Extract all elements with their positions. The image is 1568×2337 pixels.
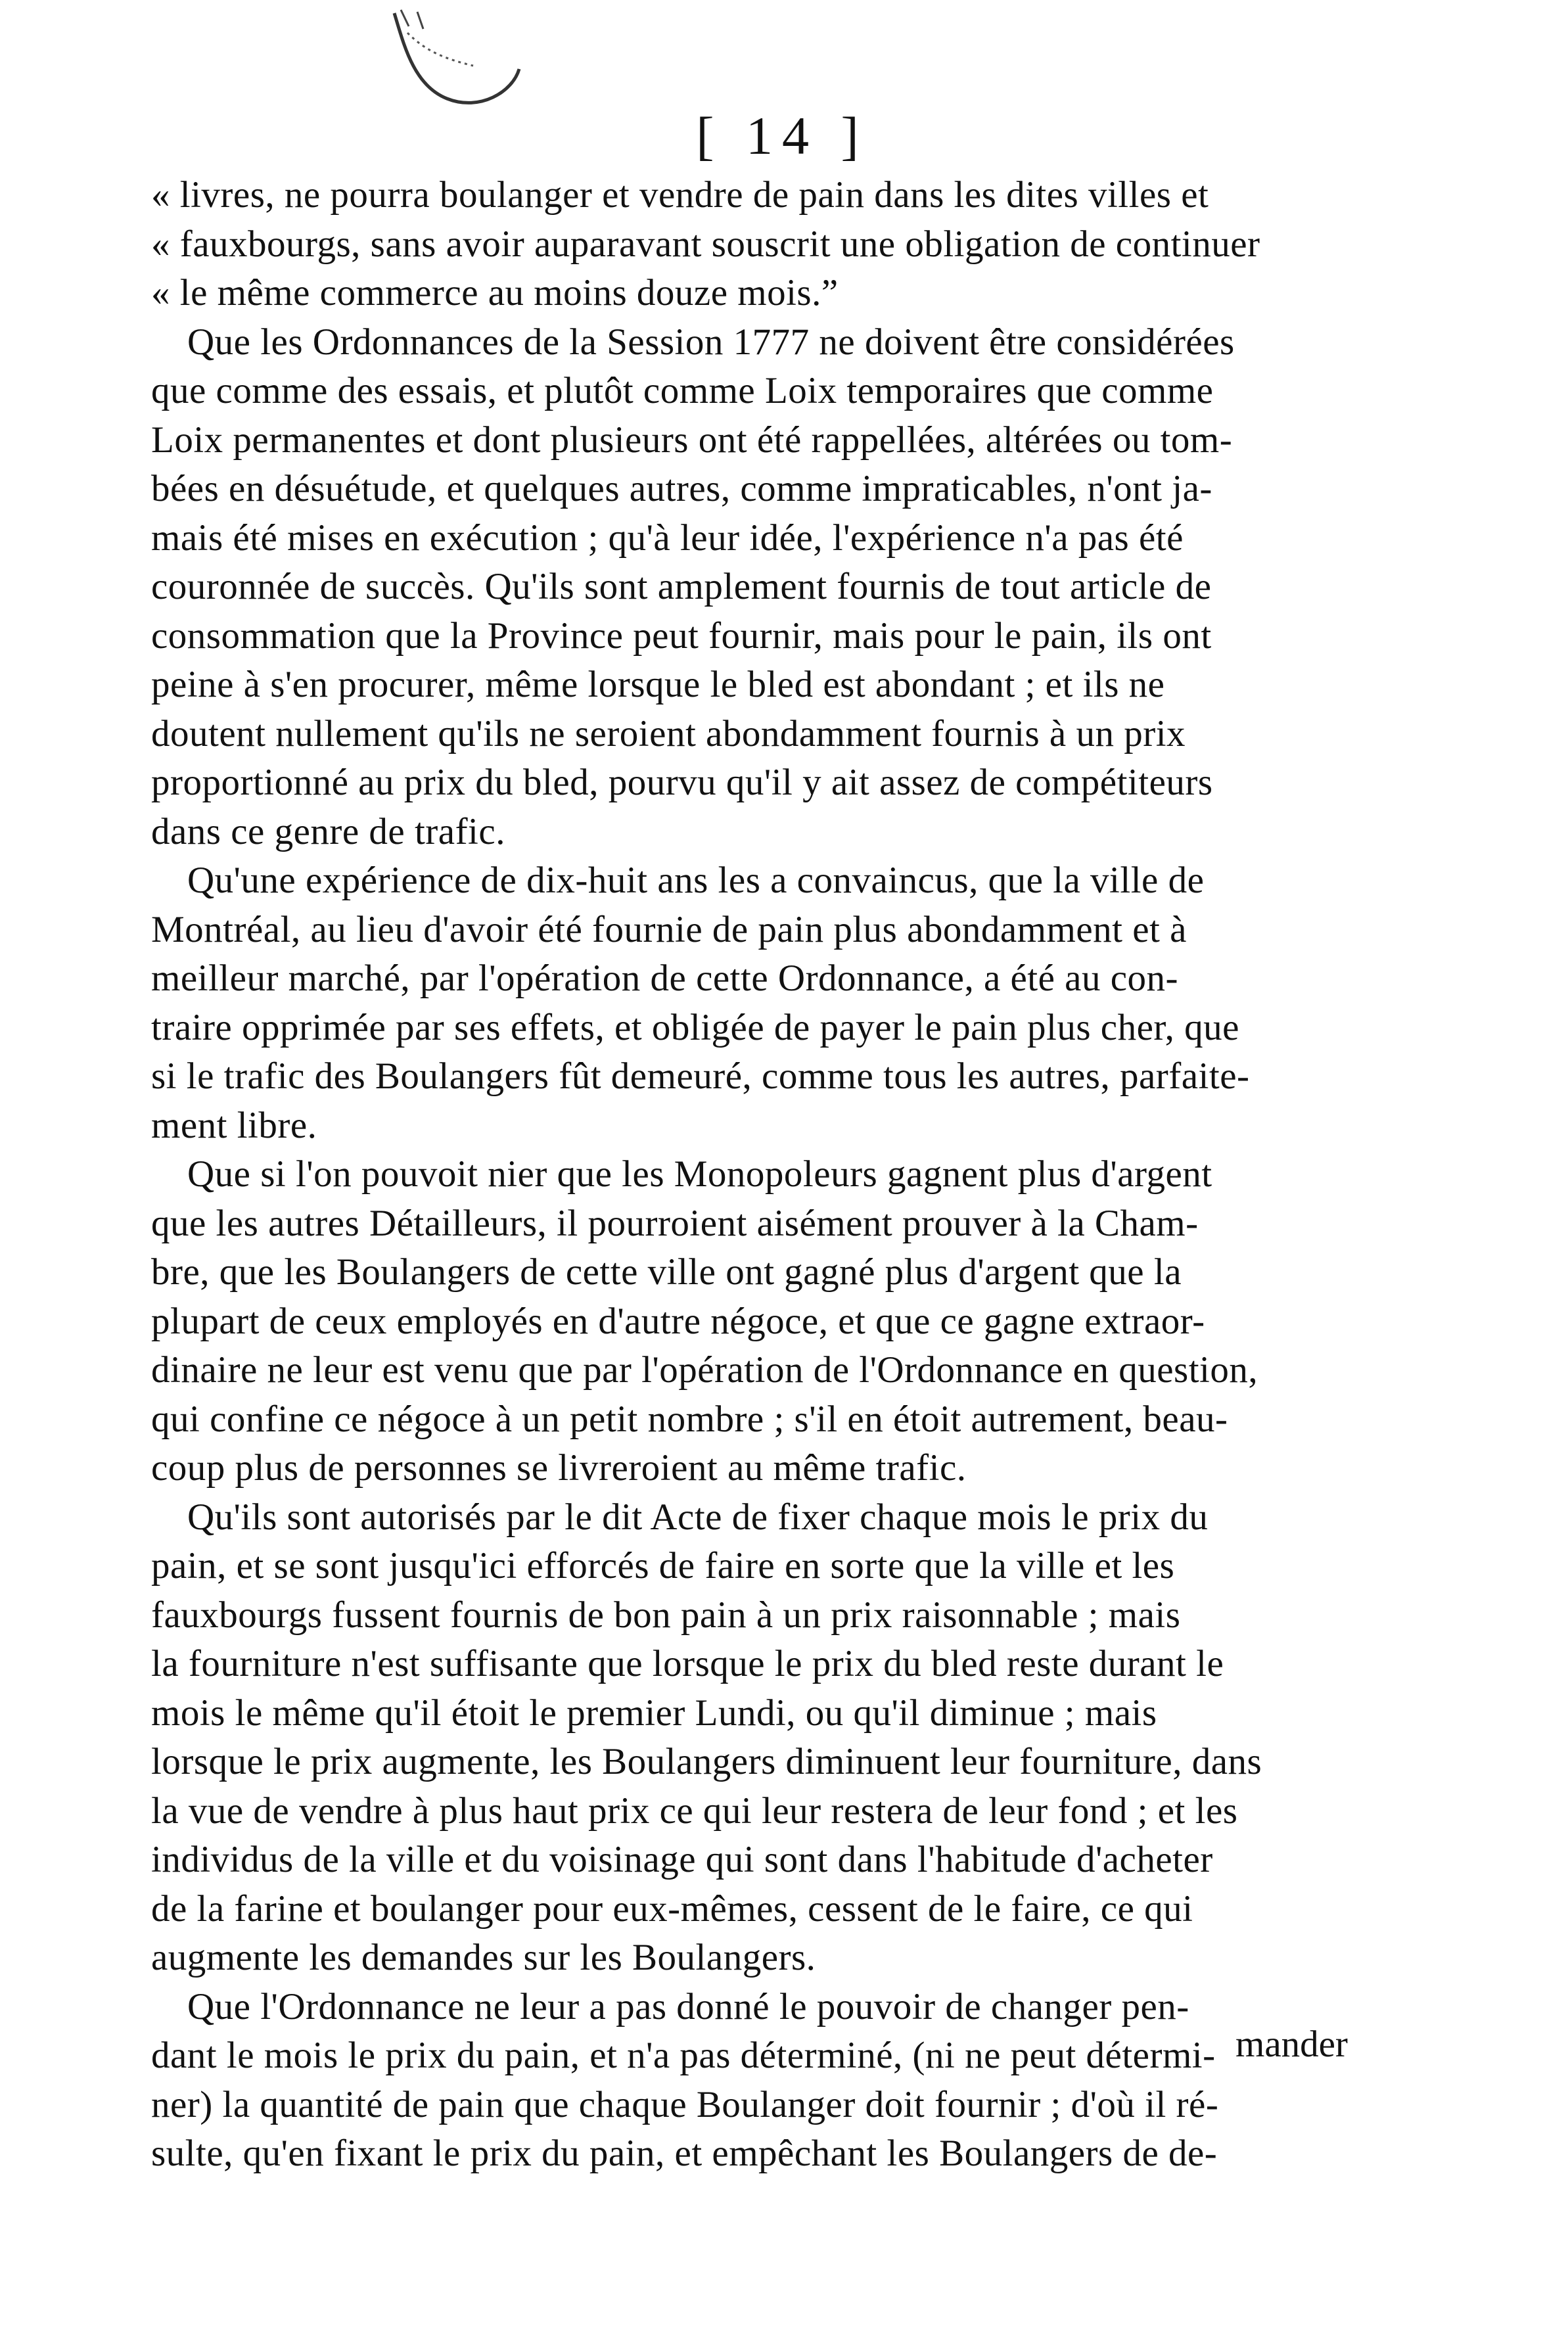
ink-smudge	[368, 7, 539, 118]
paragraph-first-line: Que les Ordonnances de la Session 1777 ne doivent être considérées	[187, 321, 1235, 363]
text-line: ner) la quantité de pain que chaque Boulanger doit fournir ; d'où il ré-	[151, 2083, 1219, 2125]
text-line: proportionné au prix du bled, pourvu qu'il y ait assez de compétiteurs	[151, 762, 1213, 803]
text-line: coup plus de personnes se livreroient au même trafic.	[151, 1447, 967, 1489]
text-line: « le même commerce au moins douze mois.”	[151, 272, 839, 313]
text-line: pain, et se sont jusqu'ici efforcés de faire en sorte que la ville et les	[151, 1545, 1175, 1586]
page-number: [ 14 ]	[696, 106, 868, 166]
text-line: bre, que les Boulangers de cette ville ont gagné plus d'argent que la	[151, 1251, 1182, 1293]
catchword: mander	[1235, 2024, 1348, 2065]
text-line: sulte, qu'en fixant le prix du pain, et empêchant les Boulangers de de-	[151, 2133, 1218, 2174]
text-line: mais été mises en exécution ; qu'à leur idée, l'expérience n'a pas été	[151, 517, 1184, 559]
text-line: bées en désuétude, et quelques autres, comme impraticables, n'ont ja-	[151, 468, 1212, 509]
text-line: traire opprimée par ses effets, et obligée de payer le pain plus cher, que	[151, 1006, 1239, 1048]
text-line: qui confine ce négoce à un petit nombre ; s'il en étoit autrement, beau-	[151, 1398, 1228, 1440]
text-line: peine à s'en procurer, même lorsque le bled est abondant ; et ils ne	[151, 664, 1165, 705]
text-line: meilleur marché, par l'opération de cette Ordonnance, a été au con-	[151, 958, 1179, 999]
text-line: couronnée de succès. Qu'ils sont amplement fournis de tout article de	[151, 566, 1212, 607]
text-line: que comme des essais, et plutôt comme Loix temporaires que comme	[151, 370, 1214, 411]
text-line: individus de la ville et du voisinage qui sont dans l'habitude d'acheter	[151, 1839, 1213, 1880]
text-line: fauxbourgs fussent fournis de bon pain à un prix raisonnable ; mais	[151, 1594, 1181, 1636]
body-text	[151, 171, 1413, 2179]
text-line: que les autres Détailleurs, il pourroient aisément prouver à la Cham-	[151, 1202, 1199, 1244]
paragraph-first-line: Que l'Ordonnance ne leur a pas donné le pouvoir de changer pen-	[187, 1985, 1189, 2027]
text-line: si le trafic des Boulangers fût demeuré, comme tous les autres, parfaite-	[151, 1055, 1250, 1097]
paragraph-first-line: Qu'ils sont autorisés par le dit Acte de fixer chaque mois le prix du	[187, 1496, 1209, 1538]
text-line: dant le mois le prix du pain, et n'a pas déterminé, (ni ne peut détermi-	[151, 2035, 1216, 2076]
text-line: ment libre.	[151, 1104, 317, 1146]
text-line: dans ce genre de trafic.	[151, 810, 505, 852]
text-line: la fourniture n'est suffisante que lorsque le prix du bled reste durant le	[151, 1643, 1224, 1684]
text-line: Loix permanentes et dont plusieurs ont été rappellées, altérées ou tom-	[151, 419, 1233, 461]
text-line: de la farine et boulanger pour eux-mêmes, cessent de le faire, ce qui	[151, 1887, 1193, 1930]
text-line: augmente les demandes sur les Boulangers.	[151, 1937, 816, 1978]
text-line: mois le même qu'il étoit le premier Lundi, ou qu'il diminue ; mais	[151, 1692, 1157, 1734]
text-line: dinaire ne leur est venu que par l'opération de l'Ordonnance en question,	[151, 1349, 1258, 1391]
paragraph-first-line: Qu'une expérience de dix-huit ans les a convaincus, que la ville de	[187, 860, 1205, 901]
paragraph-first-line: Que si l'on pouvoit nier que les Monopoleurs gagnent plus d'argent	[187, 1153, 1212, 1195]
text-line: Montréal, au lieu d'avoir été fournie de pain plus abondamment et à	[151, 908, 1187, 950]
text-line: la vue de vendre à plus haut prix ce qui leur restera de leur fond ; et les	[151, 1790, 1238, 1832]
text-line: lorsque le prix augmente, les Boulangers diminuent leur fourniture, dans	[151, 1741, 1262, 1782]
text-line: « fauxbourgs, sans avoir auparavant souscrit une obligation de continuer	[151, 223, 1260, 265]
text-line: « livres, ne pourra boulanger et vendre de pain dans les dites villes et	[151, 174, 1209, 216]
text-line: consommation que la Province peut fournir, mais pour le pain, ils ont	[151, 614, 1212, 657]
text-line: plupart de ceux employés en d'autre négoce, et que ce gagne extraor-	[151, 1300, 1205, 1342]
text-line: doutent nullement qu'ils ne seroient abondamment fournis à un prix	[151, 712, 1186, 754]
